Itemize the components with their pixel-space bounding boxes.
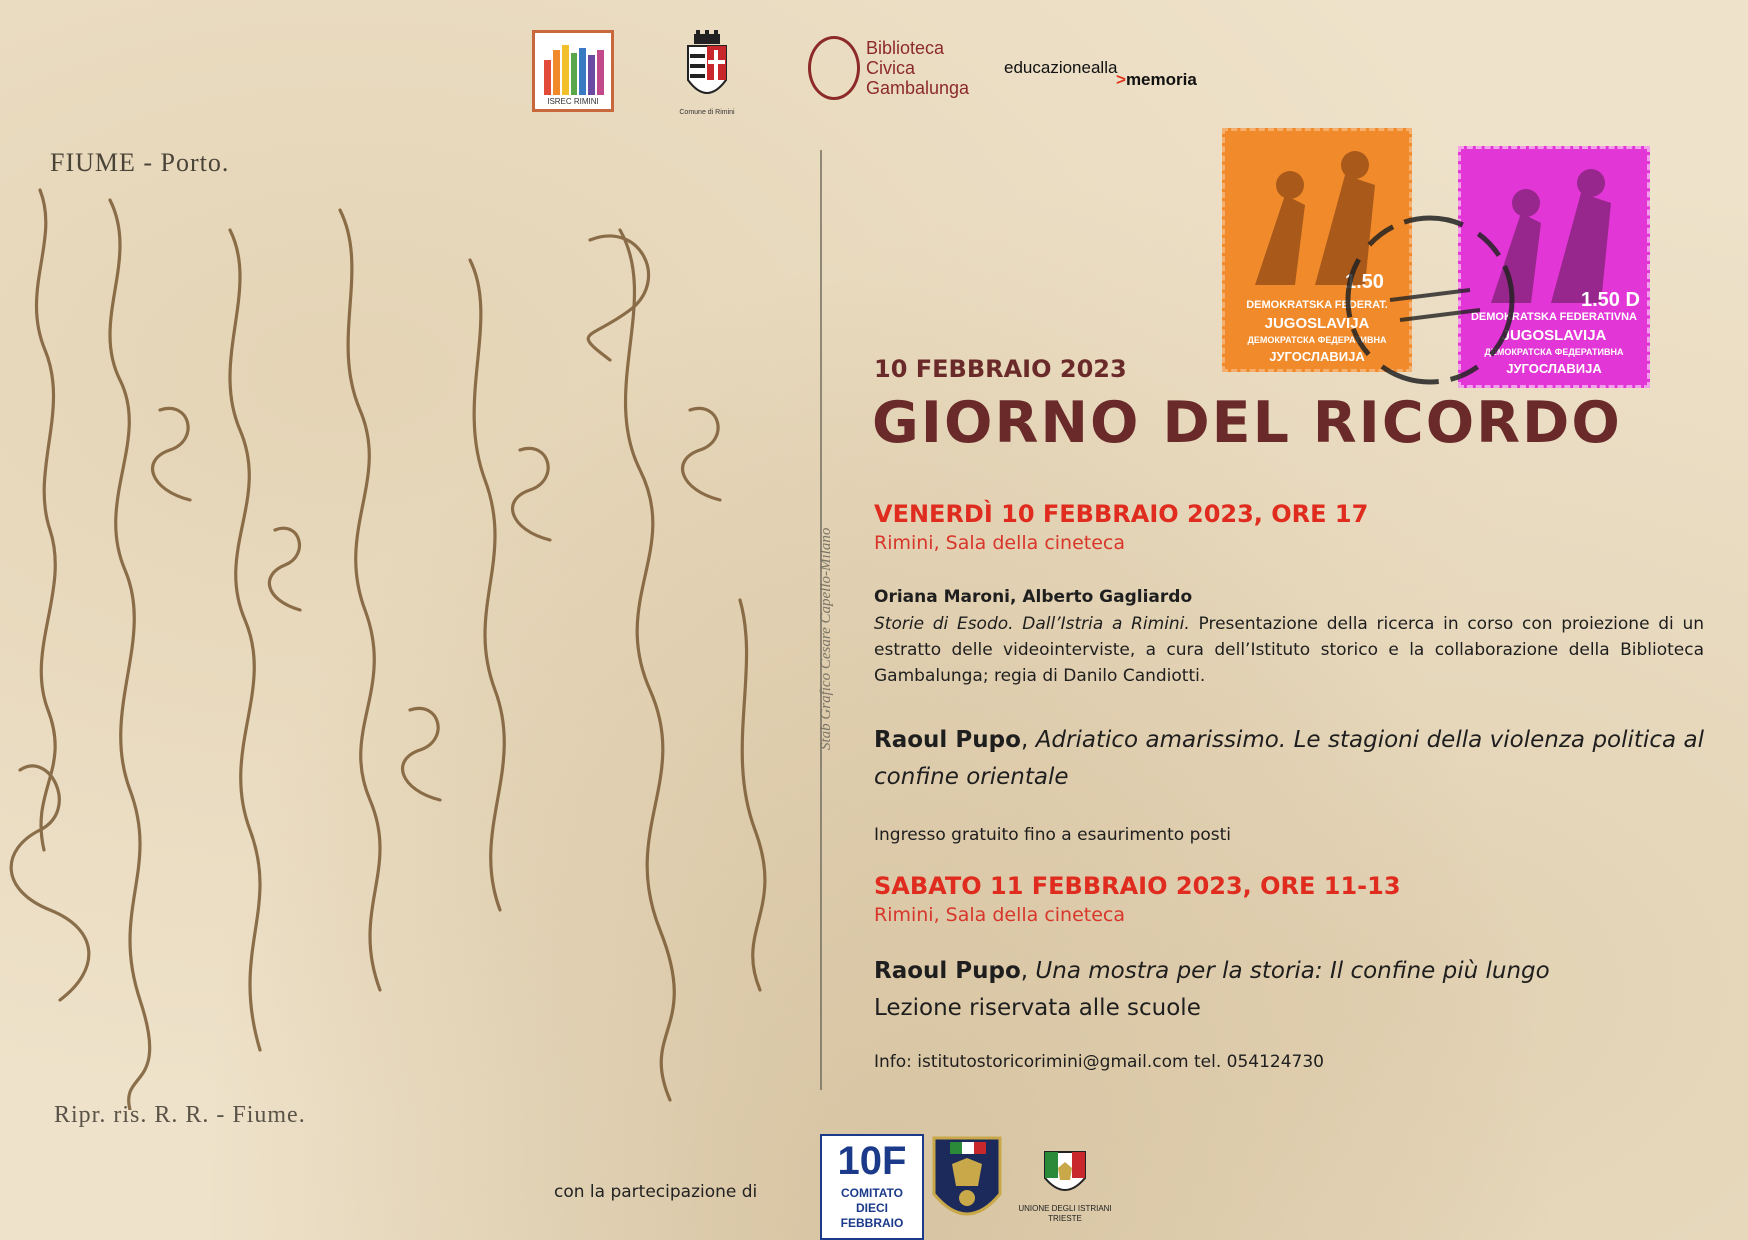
event1-talk (874, 722, 1704, 796)
event2-heading: SABATO 11 FEBBRAIO 2023, ORE 11-13 (874, 872, 1401, 900)
event1-talk-sep: , (1020, 727, 1036, 753)
comitato-line-3: FEBBRAIO (840, 1216, 904, 1230)
event1-speakers: Oriana Maroni, Alberto Gagliardo (874, 587, 1193, 607)
istriani-shield-icon (1040, 1148, 1090, 1200)
rimini-crest-icon (670, 30, 744, 106)
comitato-dieci-febbraio-logo (820, 1134, 924, 1240)
edu-bottom-wrap (1116, 70, 1197, 90)
gambalunga-line-3: Gambalunga (866, 78, 970, 98)
stamp-magenta-cyr1: ДЕМОКРАТСКА ФЕДЕРАТИВНА (1484, 347, 1624, 357)
stamp-magenta-value: 1.50 D (1581, 289, 1640, 311)
stamp-orange-value: 1.50 (1345, 271, 1384, 293)
comune-rimini-logo (670, 30, 744, 116)
postmark-icon (1320, 200, 1550, 400)
stamp-orange-cyr1: ДЕМОКРАТСКА ФЕДЕРАТИВНА (1247, 335, 1387, 345)
event-date: 10 FEBBRAIO 2023 (874, 355, 1127, 383)
event-title: GIORNO DEL RICORDO (872, 390, 1622, 456)
event2-note: Lezione riservata alle scuole (874, 995, 1201, 1021)
isrec-logo (532, 30, 614, 112)
event1-talk-speaker: Raoul Pupo (874, 727, 1021, 753)
comitato-line-2: DIECI (855, 1201, 888, 1215)
istriani-lines (1010, 1204, 1120, 1224)
unione-istriani-logo (1010, 1148, 1120, 1228)
stamp-magenta-country: JUGOSLAVIJA (1501, 327, 1607, 344)
info-contact: Info: istitutostoricorimini@gmail.com tel. 054124730 (874, 1052, 1324, 1072)
gambalunga-logo (808, 34, 978, 104)
printer-imprint (818, 420, 838, 750)
istriani-line-1: UNIONE DEGLI ISTRIANI (1018, 1204, 1112, 1213)
event1-description-block (874, 611, 1704, 689)
comitato-line-1: COMITATO (841, 1186, 903, 1200)
edu-arrow: > (1116, 70, 1126, 89)
stamp-orange-country: JUGOSLAVIJA (1264, 315, 1370, 332)
comitato-big: 10F (837, 1139, 907, 1183)
isrec-bars (544, 45, 604, 95)
printer-text: Stab Grafico Cesare Capello-Milano (818, 527, 834, 750)
event1-talk-title: Adriatico amarissimo. Le stagioni della violenza politica al confine orientale (874, 727, 1704, 790)
isrec-label: ISREC RIMINI (547, 97, 599, 106)
reproduction-note: Ripr. ris. R. R. - Fiume. (54, 1102, 306, 1128)
entry-note: Ingresso gratuito fino a esaurimento posti (874, 825, 1232, 845)
stamp-orange-top: DEMOKRATSKA FEDERAT. (1246, 299, 1388, 311)
event1-work-title: Storie di Esodo. Dall’Istria a Rimini. (874, 614, 1190, 634)
event2-talk (874, 953, 1550, 990)
postcard-place-label: FIUME - Porto. (50, 148, 230, 177)
event1-heading: VENERDÌ 10 FEBBRAIO 2023, ORE 17 (874, 500, 1369, 528)
edu-bottom: memoria (1125, 70, 1197, 89)
stamp-magenta-top: DEMOKRATSKA FEDERATIVNA (1470, 311, 1637, 323)
event2-talk-title: Una mostra per la storia: Il confine più lungo (1035, 958, 1550, 984)
venezia-giulia-crest-icon (930, 1134, 1004, 1230)
stamp-orange-cyr2: ЈУГОСЛАВИЈА (1269, 349, 1365, 364)
event2-talk-speaker: Raoul Pupo (874, 958, 1021, 984)
gambalunga-line-1: Biblioteca (866, 38, 945, 58)
educazione-memoria-logo (1004, 58, 1197, 89)
gambalunga-emblem-icon (808, 36, 860, 100)
participation-label: con la partecipazione di (554, 1182, 758, 1202)
stamp-magenta-cyr2: ЈУГОСЛАВИЈА (1506, 361, 1602, 376)
handwritten-letter-icon (0, 150, 800, 1110)
edu-top: educazionealla (1004, 58, 1118, 77)
comune-label: Comune di Rimini (679, 109, 735, 116)
event1-place: Rimini, Sala della cineteca (874, 532, 1126, 554)
comitato-lines (822, 1186, 922, 1231)
event2-talk-sep: , (1020, 958, 1036, 984)
event1-description: Presentazione della ricerca in corso con proiezione di un estratto delle videointerviste, a cura dell’Istituto storico e la collaborazione della Biblioteca Gambalunga; regia di Danilo Candiotti. (874, 614, 1704, 686)
event2-place: Rimini, Sala della cineteca (874, 904, 1126, 926)
gambalunga-line-2: Civica (866, 58, 916, 78)
istriani-line-2: TRIESTE (1048, 1214, 1082, 1223)
